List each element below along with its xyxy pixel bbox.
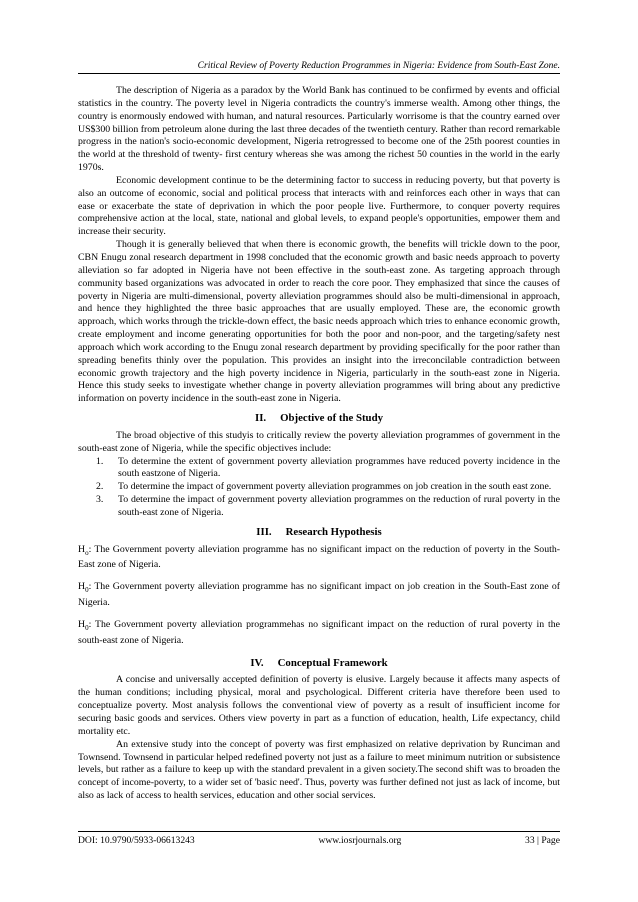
section-heading-hypothesis bbox=[78, 526, 560, 539]
section-heading-objective bbox=[78, 412, 560, 425]
section-number: IV. bbox=[250, 656, 264, 669]
intro-paragraph-3: Though it is generally believed that when there is economic growth, the benefits will trickle down to the poor, CBN Enugu zonal research department in 1998 concluded that the economic growth and basic needs approach to poverty alleviation so far adopted in Nigeria have not been effective in the south-east zone. As targeting approach through community based organizations was advocated in order to reach the core poor. They emphasized that since the causes of poverty in Nigeria are multi-dimensional, poverty alleviation programmes should also be multi-dimensional in approach, and hence they highlighted the three basic approaches that are usually employed. These are, the economic growth approach, which works through the trickle-down effect, the basic needs approach which tries to enhance economic growth, create employment and income generating opportunities for both the poor and non-poor, and the targeting/safety nest approach which work according to the Enugu zonal research department by providing specifically for the poor rather than spreading benefits thinly over the population. This provides an insight into the irreconcilable contradiction between economic growth trajectory and the high poverty incidence in Nigeria, particularly in the south-east zone in Nigeria. Hence this study seeks to investigate whether change in poverty alleviation programmes will bring about any predictive information on poverty incidence in the south-east zone in Nigeria. bbox=[78, 239, 560, 405]
hypothesis-3: $H_0$: The Government poverty alleviation programmehas no significant impact on the reduction of rural poverty in the south-east zone of Nigeria. bbox=[78, 618, 560, 646]
journal-site-link[interactable]: www.iosrjournals.org bbox=[318, 835, 402, 846]
section-title: Research Hypothesis bbox=[285, 525, 382, 538]
list-item: 3. To determine the impact of government poverty alleviation programmes on the reduction of rural poverty in the south-east zone of Nigeria. bbox=[96, 494, 560, 518]
list-item: 2. To determine the impact of government poverty alleviation programmes on job creation in the south east zone. bbox=[96, 481, 552, 493]
page-footer bbox=[78, 831, 560, 846]
doi-text: DOI: 10.9790/5933-06613243 bbox=[78, 835, 195, 846]
section-number: III. bbox=[256, 525, 272, 538]
section-number: II. bbox=[255, 412, 267, 425]
list-item: 1. To determine the extent of government poverty alleviation programmes have reduced poverty incidence in the south eastzone of Nigeria. bbox=[96, 455, 560, 480]
conceptual-paragraph-1: A concise and universally accepted definition of poverty is elusive. Largely because it affects many aspects of the human conditions; including physical, moral and psychological. Different criteria have therefore been used to conceptualize poverty. Most analysis follows the conventional view of poverty as a result of insufficient income for securing basic goods and services. Others view poverty in part as a function of education, health, Life expectancy, child mortality etc. bbox=[78, 674, 560, 737]
objectives-list bbox=[78, 456, 560, 520]
hypothesis-1: $H_o$: The Government poverty alleviation programme has no significant impact on the reduction of poverty in the South-East zone of Nigeria. bbox=[78, 543, 560, 571]
intro-paragraph-1: The description of Nigeria as a paradox by the World Bank has continued to be confirmed by events and official statistics in the country. The poverty level in Nigeria contradicts the country's immerse wealth. Among other things, the country is enormously endowed with human, and natural resources. Particularly worrisome is that the country earned over US$300 billion from petroleum alone during the last three decades of the twentieth century. Rather than record remarkable progress in the nation's socio-economic development, Nigeria retrogressed to become one of the 25th poorest counties in the world at the threshold of twenty- first century whereas she was among the richest 50 counties in the world in the early 1970s. bbox=[78, 85, 560, 174]
intro-paragraph-2: Economic development continue to be the determining factor to success in reducing poverty, but that poverty is also an outcome of economic, social and political process that interacts with and reinforces each other in ways that can ease or exacerbate the state of deprivation in which the poor people live. Furthermore, to conquer poverty requires comprehensive action at the local, state, national and global levels, to expand people's opportunities, empower them and increase their security. bbox=[78, 174, 560, 238]
objective-intro: The broad objective of this studyis to critically review the poverty alleviation programmes of government in the south-east zone of Nigeria, while the specific objectives include: bbox=[78, 429, 560, 454]
hypothesis-2: $H_0$: The Government poverty alleviation programme has no significant impact on job creation in the South-East zone of Nigeria. bbox=[78, 581, 560, 609]
section-title: Objective of the Study bbox=[280, 412, 383, 425]
section-heading-conceptual bbox=[78, 657, 560, 670]
section-title: Conceptual Framework bbox=[277, 656, 388, 669]
running-header: Critical Review of Poverty Reduction Programmes in Nigeria: Evidence from South-East Zone. bbox=[78, 61, 560, 74]
body-content bbox=[78, 85, 560, 803]
conceptual-paragraph-2: An extensive study into the concept of poverty was first emphasized on relative deprivation by Runciman and Townsend. Townsend in particular helped redefined poverty not just as a failure to meet minimum nutrition or subsistence levels, but rather as a failure to keep up with the standard prevalent in a given society.The second shift was to broaden the concept of income-poverty, to a wider set of 'basic need'. Thus, poverty was further defined not just as lack of income, but also as lack of access to health services, education and other social services. bbox=[78, 738, 560, 802]
page-number: 33 | Page bbox=[525, 835, 560, 846]
